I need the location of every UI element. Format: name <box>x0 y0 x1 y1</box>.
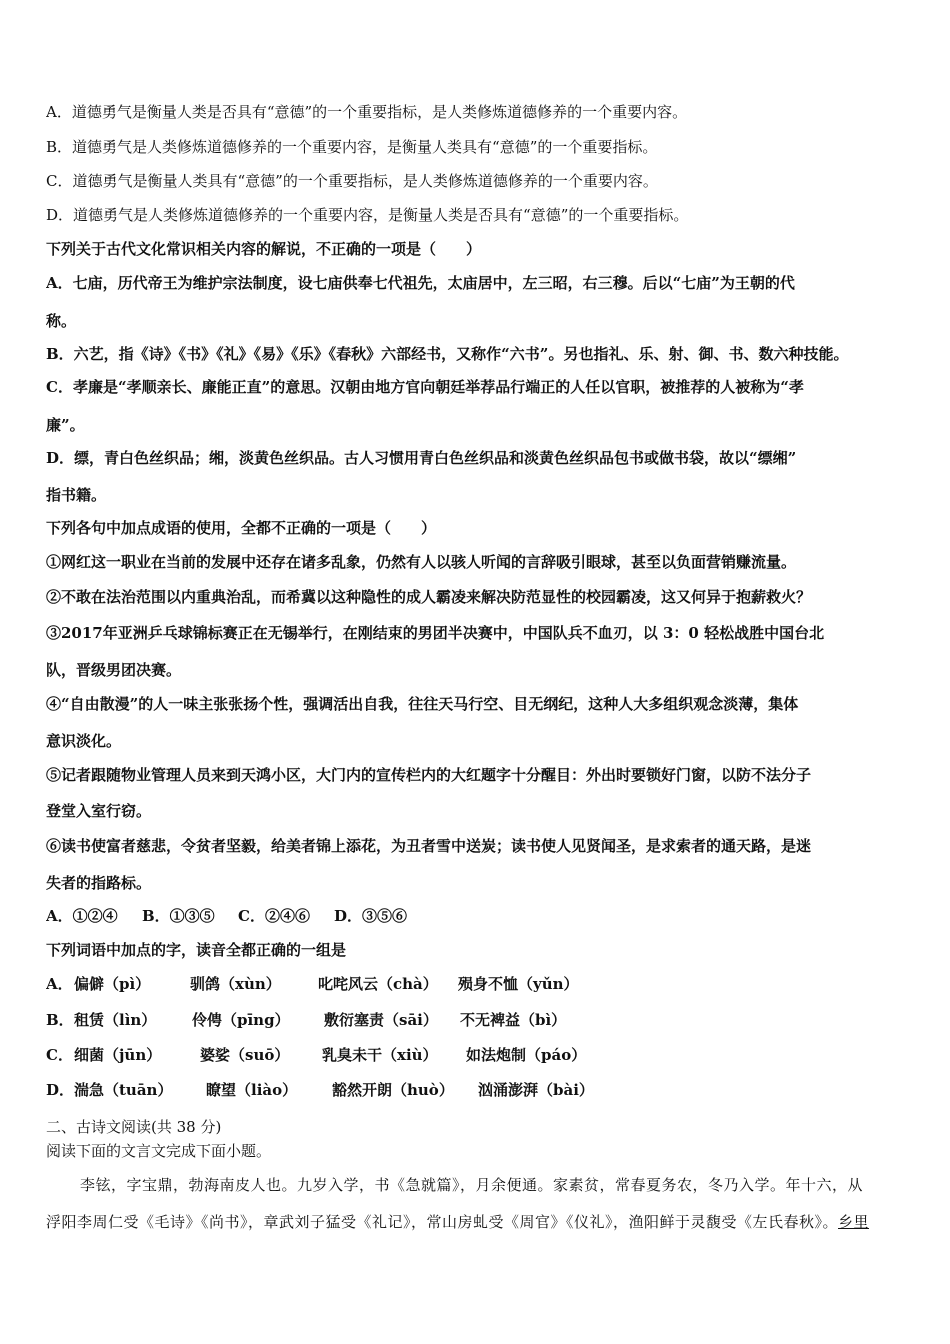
pron-item: 婆娑（suō） <box>200 1046 290 1064</box>
idiom-sentence-4-line1: ④“自由散漫”的人一味主张张扬个性，强调活出自我，往往天马行空、目无纲纪，这种人大多组织观念淡薄，集体 <box>46 695 799 713</box>
pron-item: 租赁（lìn） <box>74 1011 157 1029</box>
pron-item: 如法炮制（páo） <box>466 1046 587 1064</box>
pron-item: 瞭望（liào） <box>206 1081 298 1099</box>
classical-text-underlined: 乡里 <box>838 1213 870 1231</box>
culture-option-b[interactable]: B．六艺，指《诗》《书》《礼》《易》《乐》《春秋》六部经书，又称作“六书”。另也指礼、乐、射、御、书、数六种技能。 <box>46 345 849 363</box>
pron-option-label: C． <box>46 1046 73 1064</box>
pron-option-c[interactable] <box>46 1045 906 1065</box>
pron-option-label: B． <box>46 1011 74 1029</box>
pron-item: 不无裨益（bì） <box>460 1011 567 1029</box>
prev-option-c[interactable]: C．道德勇气是衡量人类具有“意德”的一个重要指标，是人类修炼道德修养的一个重要内容。 <box>46 172 658 190</box>
prev-option-a[interactable]: A．道德勇气是衡量人类是否具有“意德”的一个重要指标，是人类修炼道德修养的一个重要内容。 <box>46 103 688 121</box>
pron-item: 叱咤风云（chà） <box>318 975 438 993</box>
pron-item: 偏僻（pì） <box>74 975 151 993</box>
idiom-choice-b[interactable]: B．①③⑤ <box>142 907 215 925</box>
idiom-sentence-6-line2: 失者的指路标。 <box>46 874 152 892</box>
culture-question-stem: 下列关于古代文化常识相关内容的解说，不正确的一项是（ ） <box>46 240 482 258</box>
prev-option-b[interactable]: B．道德勇气是人类修炼道德修养的一个重要内容，是衡量人类具有“意德”的一个重要指标。 <box>46 138 658 156</box>
pron-item: 殒身不恤（yǔn） <box>458 975 579 993</box>
pron-item: 乳臭未干（xiù） <box>322 1046 438 1064</box>
pron-item: 驯鸽（xùn） <box>190 975 281 993</box>
pron-item: 伶俜（pīng） <box>192 1011 290 1029</box>
pron-item: 细菌（jūn） <box>74 1046 162 1064</box>
culture-option-d-line1[interactable]: D．缥，青白色丝织品；缃，淡黄色丝织品。古人习惯用青白色丝织品和淡黄色丝织品包书或做书袋，故以“缥缃” <box>46 449 797 467</box>
pron-question-stem: 下列词语中加点的字，读音全都正确的一组是 <box>46 941 347 959</box>
culture-option-a-line2: 称。 <box>46 312 77 330</box>
section-intro: 阅读下面的文言文完成下面小题。 <box>46 1142 272 1160</box>
idiom-sentence-6-line1: ⑥读书使富者慈悲，令贫者坚毅，给美者锦上添花，为丑者雪中送炭；读书使人见贤闻圣，是求索者的通天路，是迷 <box>46 837 812 855</box>
idiom-choices <box>46 906 906 926</box>
pron-item: 敷衍塞责（sāi） <box>324 1011 438 1029</box>
idiom-choice-a[interactable]: A．①②④ <box>46 907 118 925</box>
idiom-sentence-5-line2: 登堂入室行窃。 <box>46 802 152 820</box>
idiom-sentence-1: ①网红这一职业在当前的发展中还存在诸多乱象，仍然有人以骇人听闻的言辞吸引眼球，甚至以负面营销赚流量。 <box>46 553 797 571</box>
culture-option-a-line1[interactable]: A．七庙，历代帝王为维护宗法制度，设七庙供奉七代祖先，太庙居中，左三昭，右三穆。后以“七庙”为王朝的代 <box>46 274 795 292</box>
pron-item: 湍急（tuān） <box>74 1081 173 1099</box>
culture-option-d-line2: 指书籍。 <box>46 486 107 504</box>
section-title: 二、古诗文阅读(共 38 分) <box>46 1118 222 1136</box>
classical-text-line1: 李铉，字宝鼎，勃海南皮人也。九岁入学，书《急就篇》，月余便通。家素贫，常春夏务农，冬乃入学。年十六，从 <box>80 1176 864 1194</box>
pron-option-d[interactable] <box>46 1080 906 1100</box>
pron-option-label: A． <box>46 975 73 993</box>
pron-item: 豁然开朗（huò） <box>332 1081 454 1099</box>
idiom-sentence-4-line2: 意识淡化。 <box>46 732 122 750</box>
idiom-sentence-3-line1: ③2017年亚洲乒乓球锦标赛正在无锡举行，在刚结束的男团半决赛中，中国队兵不血刃，以 3：0 轻松战胜中国台北 <box>46 624 825 642</box>
idiom-choice-d[interactable]: D．③⑤⑥ <box>334 907 408 925</box>
pron-option-a[interactable] <box>46 974 906 994</box>
pron-item: 汹涌澎湃（bài） <box>478 1081 594 1099</box>
pron-option-label: D． <box>46 1081 75 1099</box>
classical-text-line2 <box>46 1212 906 1232</box>
idiom-sentence-3-line2: 队，晋级男团决赛。 <box>46 661 182 679</box>
idiom-sentence-2: ②不敢在法治范围以内重典治乱，而希冀以这种隐性的成人霸凌来解决防范显性的校园霸凌，这又何异于抱薪救火？ <box>46 588 812 606</box>
pron-option-b[interactable] <box>46 1010 906 1030</box>
prev-option-d[interactable]: D．道德勇气是人类修炼道德修养的一个重要内容，是衡量人类是否具有“意德”的一个重要指标。 <box>46 206 689 224</box>
idiom-sentence-5-line1: ⑤记者跟随物业管理人员来到天鸿小区，大门内的宣传栏内的大红题字十分醒目：外出时要锁好门窗，以防不法分子 <box>46 766 812 784</box>
idiom-question-stem: 下列各句中加点成语的使用，全都不正确的一项是（ ） <box>46 519 437 537</box>
culture-option-c-line1[interactable]: C．孝廉是“孝顺亲长、廉能正直”的意思。汉朝由地方官向朝廷举荐品行端正的人任以官职，被推荐的人被称为“孝 <box>46 378 804 396</box>
idiom-choice-c[interactable]: C．②④⑥ <box>238 907 310 925</box>
culture-option-c-line2: 廉”。 <box>46 416 85 434</box>
classical-text-line2-main: 浮阳李周仁受《毛诗》《尚书》，章武刘子猛受《礼记》，常山房虬受《周官》《仪礼》，渔阳鲜于灵馥受《左氏春秋》。 <box>46 1213 839 1231</box>
